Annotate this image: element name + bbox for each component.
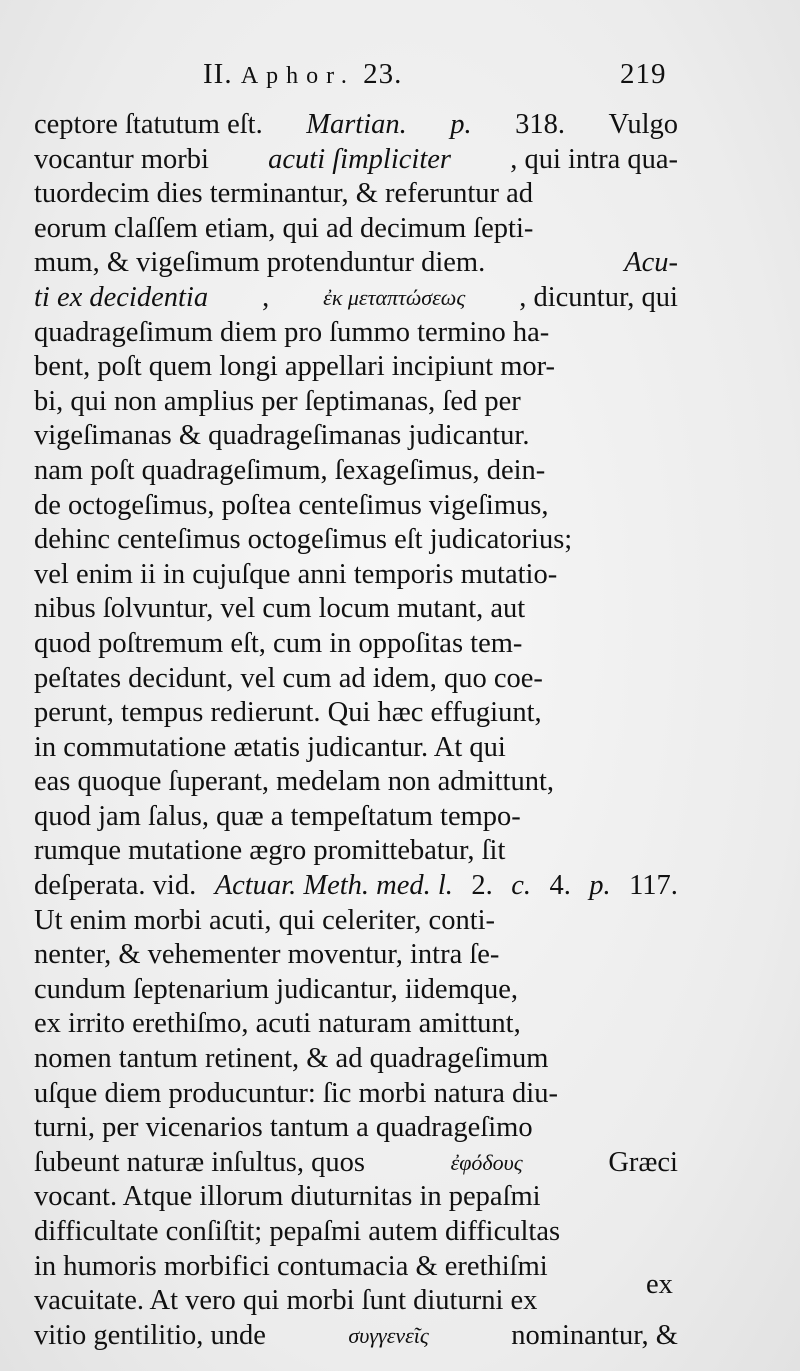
text-segment: vitio gentilitio, unde xyxy=(34,1319,266,1351)
text-segment: in humoris morbifici contumacia & erethiſmi xyxy=(34,1250,548,1282)
text-segment: , xyxy=(262,281,270,313)
text-segment: eorum claſſem etiam, qui ad decimum ſepti- xyxy=(34,212,534,244)
text-segment: bi, qui non amplius per ſeptimanas, ſed per xyxy=(34,385,521,417)
text-segment: , qui intra qua- xyxy=(510,143,678,175)
greek-word: ἐφόδους xyxy=(450,1149,523,1175)
text-segment: ceptore ſtatutum eſt. xyxy=(34,109,263,140)
text-segment: Græci xyxy=(608,1146,678,1178)
text-segment: nomen tantum retinent, & ad quadrageſimum xyxy=(34,1043,549,1075)
text-segment: vigeſimanas & quadrageſimanas judicantur. xyxy=(34,420,530,452)
text-segment: dehinc centeſimus octogeſimus eſt judicatorius; xyxy=(34,524,573,556)
text-line xyxy=(34,281,678,316)
text-line xyxy=(34,1111,678,1146)
text-segment: de octogeſimus, poſtea centeſimus vigeſimus, xyxy=(34,489,549,521)
text-line xyxy=(34,731,678,766)
text-segment: Acu- xyxy=(624,247,678,279)
text-line xyxy=(34,177,678,212)
text-segment: 4. xyxy=(549,870,571,902)
text-segment: Vulgo xyxy=(608,109,678,140)
text-line xyxy=(34,489,678,524)
text-segment: vacuitate. At vero qui morbi ſunt diuturni ex xyxy=(34,1285,538,1317)
text-segment: ti ex decidentia xyxy=(34,281,209,313)
text-segment: Ut enim morbi acuti, qui celeriter, conti- xyxy=(34,904,496,936)
text-line xyxy=(34,246,678,281)
text-line xyxy=(34,1250,678,1285)
text-line xyxy=(34,1319,678,1354)
running-head xyxy=(0,58,800,98)
text-line xyxy=(34,1146,678,1181)
text-line xyxy=(34,316,678,351)
text-segment: c. xyxy=(511,870,531,902)
text-segment: rumque mutatione ægro promittebatur, ſit xyxy=(34,835,506,867)
text-line xyxy=(34,973,678,1008)
text-line xyxy=(34,385,678,420)
greek-word: ἐκ μεταπτώσεως xyxy=(323,284,466,310)
text-line xyxy=(34,350,678,385)
text-line xyxy=(34,558,678,593)
text-line xyxy=(34,143,678,178)
text-segment: cundum ſeptenarium judicantur, iidemque, xyxy=(34,973,519,1005)
text-line xyxy=(34,696,678,731)
text-segment: turni, per vicenarios tantum a quadrageſimo xyxy=(34,1112,533,1144)
text-segment: 117. xyxy=(629,870,678,902)
text-segment: quadrageſimum diem pro ſummo termino ha- xyxy=(34,316,550,348)
text-segment: deſperata. vid. xyxy=(34,870,197,902)
text-segment: vocant. Atque illorum diuturnitas in pepaſmi xyxy=(34,1181,541,1213)
text-segment: acuti ſimpliciter xyxy=(268,143,451,175)
text-segment: mum, & vigeſimum protenduntur diem. xyxy=(34,247,486,279)
aphorism-word: Aphor. xyxy=(240,63,355,89)
catchword: ex xyxy=(646,1269,673,1300)
text-segment: eas quoque ſuperant, medelam non admittunt, xyxy=(34,766,554,798)
text-line xyxy=(34,1077,678,1112)
text-line xyxy=(34,765,678,800)
text-segment: , dicuntur, qui xyxy=(519,281,678,313)
text-segment: nibus ſolvuntur, vel cum locum mutant, aut xyxy=(34,593,526,625)
text-line xyxy=(34,662,678,697)
text-line xyxy=(34,1180,678,1215)
text-line xyxy=(34,523,678,558)
text-segment: vocantur morbi xyxy=(34,143,209,175)
text-segment: vel enim ii in cujuſque anni temporis mutatio- xyxy=(34,558,558,590)
text-segment: nam poſt quadrageſimum, ſexageſimus, dein- xyxy=(34,454,546,486)
text-segment: peſtates decidunt, vel cum ad idem, quo coe- xyxy=(34,662,543,694)
text-segment: 318. xyxy=(515,109,565,140)
text-segment: nominantur, & xyxy=(511,1319,678,1351)
body-text xyxy=(34,108,678,1353)
text-segment: in commutatione ætatis judicantur. At qui xyxy=(34,731,506,763)
section-roman: II. xyxy=(203,58,233,90)
text-segment: bent, poſt quem longi appellari incipiunt mor- xyxy=(34,351,556,383)
text-segment: Actuar. Meth. med. l. xyxy=(214,870,453,902)
text-segment: quod jam ſalus, quæ a tempeſtatum tempo- xyxy=(34,800,521,832)
text-segment: tuordecim dies terminantur, & referuntur ad xyxy=(34,178,534,210)
text-line xyxy=(34,454,678,489)
text-line xyxy=(34,108,678,143)
text-segment: difficultate conſiſtit; pepaſmi autem difficultas xyxy=(34,1216,561,1247)
text-line xyxy=(34,938,678,973)
text-line xyxy=(34,1215,678,1250)
text-line xyxy=(34,419,678,454)
text-line xyxy=(34,627,678,662)
text-line xyxy=(34,904,678,939)
text-segment: quod poſtremum eſt, cum in oppoſitas tem- xyxy=(34,627,523,659)
text-segment: Martian. xyxy=(306,109,407,140)
text-segment: nenter, & vehementer moventur, intra ſe- xyxy=(34,939,500,971)
text-segment: ſubeunt naturæ inſultus, quos xyxy=(34,1146,365,1178)
greek-word: συγγενεῖς xyxy=(348,1322,429,1348)
text-line xyxy=(34,212,678,247)
aphorism-number: 23. xyxy=(363,58,403,90)
text-line xyxy=(34,1042,678,1077)
text-line xyxy=(34,592,678,627)
text-segment: p. xyxy=(450,109,472,140)
text-line xyxy=(34,1284,678,1319)
text-line xyxy=(34,869,678,904)
text-segment: perunt, tempus redierunt. Qui hæc effugiunt, xyxy=(34,697,542,729)
text-segment: p. xyxy=(589,870,611,902)
text-line xyxy=(34,834,678,869)
page-number: 219 xyxy=(620,58,667,90)
text-segment: ex irrito erethiſmo, acuti naturam amittunt, xyxy=(34,1008,521,1040)
text-segment: uſque diem producuntur: ſic morbi natura diu- xyxy=(34,1077,558,1109)
running-title xyxy=(203,58,402,91)
text-line xyxy=(34,800,678,835)
text-line xyxy=(34,1007,678,1042)
text-segment: 2. xyxy=(471,870,493,902)
